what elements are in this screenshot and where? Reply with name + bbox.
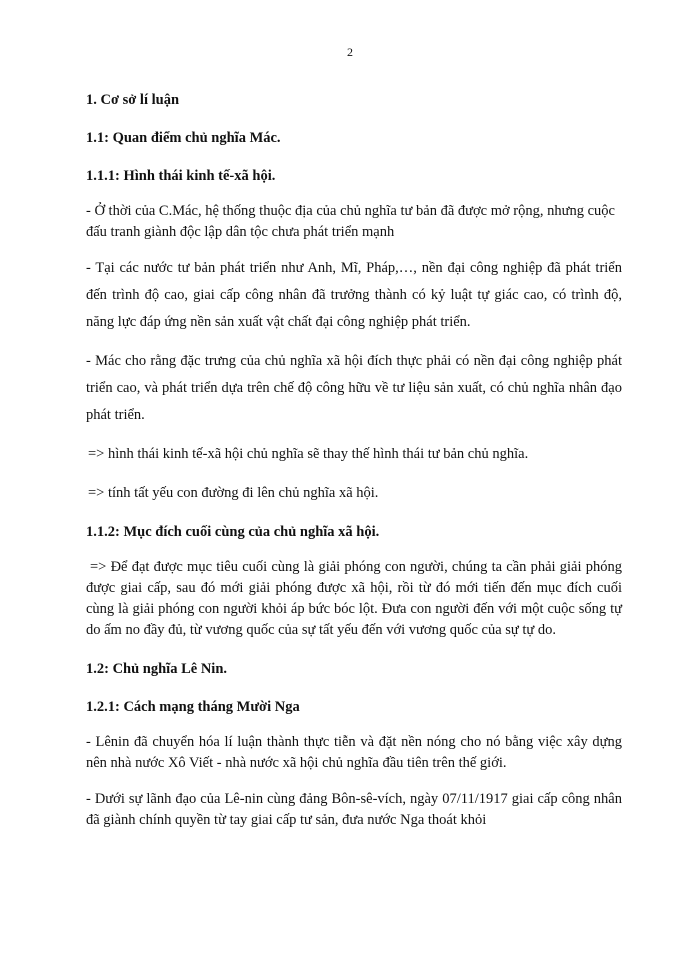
heading-1-1-1: 1.1.1: Hình thái kinh tế-xã hội. bbox=[86, 168, 276, 184]
page-number: 2 bbox=[347, 45, 353, 59]
paragraph-capitalist-countries: - Tại các nước tư bản phát triển như Anh, Mĩ, Pháp,…, nền đại công nghiệp đã phát triển đến trình độ cao, giai cấp công nhân đã trưởng thành có kỷ luật tự giác cao, có trình độ, năng lực đáp ứng nền sản xuất vật chất đại công nghiệp phát triển. bbox=[86, 260, 622, 330]
heading-1-2: 1.2: Chủ nghĩa Lê Nin. bbox=[86, 661, 228, 677]
document-body bbox=[86, 90, 622, 831]
paragraph-lenin-soviet: - Lênin đã chuyển hóa lí luận thành thực tiễn và đặt nền nóng cho nó bằng việc xây dựng nên nhà nước Xô Viết - nhà nước xã hội chủ nghĩa đầu tiên trên thế giới. bbox=[86, 734, 622, 771]
heading-1: 1. Cơ sở lí luận bbox=[86, 92, 180, 108]
paragraph-marx-view: - Mác cho rằng đặc trưng của chủ nghĩa xã hội đích thực phải có nền đại công nghiệp phát triển cao, và phát triển dựa trên chế độ công hữu về tư liệu sản xuất, có chủ nghĩa nhân đạo phát triển. bbox=[86, 353, 622, 423]
heading-1-1-2: 1.1.2: Mục đích cuối cùng của chủ nghĩa xã hội. bbox=[86, 524, 380, 540]
heading-1-2-1: 1.2.1: Cách mạng tháng Mười Nga bbox=[86, 699, 300, 715]
paragraph-final-goal: => Để đạt được mục tiêu cuối cùng là giải phóng con người, chúng ta cần phải giải phóng được giai cấp, sau đó mới giải phóng được xã hội, rồi từ đó mới tiến đến mục đích cuối cùng là giải phóng con người khỏi áp bức bóc lột. Đưa con người đến với một cuộc sống tự do ấm no đầy đủ, từ vương quốc của sự tất yếu đến với vương quốc của sự tự do. bbox=[86, 559, 622, 638]
paragraph-colonial-system: - Ở thời của C.Mác, hệ thống thuộc địa của chủ nghĩa tư bản đã được mở rộng, nhưng cuộc đấu tranh giành độc lập dân tộc chưa phát triển mạnh bbox=[86, 203, 615, 240]
paragraph-october-revolution: - Dưới sự lãnh đạo của Lê-nin cùng đảng Bôn-sê-vích, ngày 07/11/1917 giai cấp công nhân đã giành chính quyền từ tay giai cấp tư sản, đưa nước Nga thoát khỏi bbox=[86, 791, 622, 828]
paragraph-conclusion-1: => hình thái kinh tế-xã hội chủ nghĩa sẽ thay thế hình thái tư bản chủ nghĩa. bbox=[88, 446, 529, 462]
paragraph-conclusion-2: => tính tất yếu con đường đi lên chủ nghĩa xã hội. bbox=[88, 485, 379, 501]
heading-1-1: 1.1: Quan điểm chủ nghĩa Mác. bbox=[86, 130, 281, 146]
